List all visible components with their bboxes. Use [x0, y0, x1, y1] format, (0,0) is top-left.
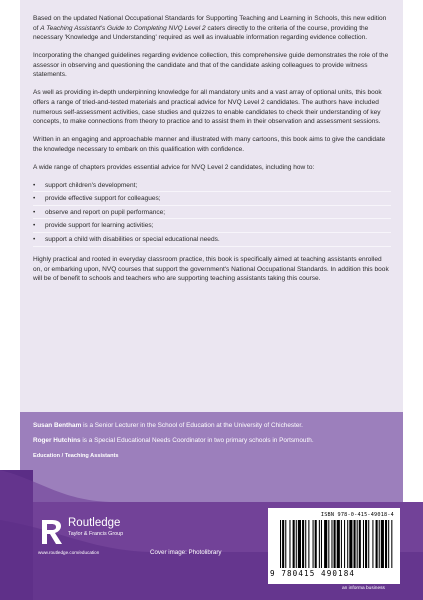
subject-category: Education / Teaching Assistants: [33, 452, 119, 459]
list-item: • provide support for learning activities;: [33, 221, 391, 233]
publisher-url: www.routledge.com/education: [38, 550, 100, 555]
routledge-r-logo-icon: [38, 518, 64, 546]
publisher-name: Routledge: [68, 517, 121, 529]
paragraph-5: A wide range of chapters provides essential advice for NVQ Level 2 candidates, including how to:: [33, 163, 315, 171]
paragraph-1: Based on the updated National Occupational Standards for Supporting Teaching and Learning in Schools, this new edition of A Teaching Assistant's Guide to Completing NVQ Level 2 caters directly to the criteria of the course, providing the necessary 'Knowledge and Understanding' required as well as invaluable information regarding evidence collection.: [33, 15, 387, 42]
bullet-list: [33, 181, 391, 247]
isbn-label: ISBN 978-0-415-49018-4: [320, 512, 394, 518]
list-item: • support children's development;: [33, 181, 391, 193]
blurb-text: [33, 14, 391, 292]
list-item: • support a child with disabilities or special educational needs.: [33, 235, 391, 247]
informa-tagline: an informa business: [342, 586, 385, 591]
closing-paragraph: Highly practical and rooted in everyday classroom practice, this book is specifically aimed at teaching assistants enrolled on, or embarking upon, NVQ courses that support the government's National Occupational Standards. In addition this book will be of benefit to schools and teachers who are supporting teaching assistants taking this course.: [33, 256, 389, 283]
author-bios: [33, 421, 391, 467]
barcode-digits: 9 780415 490184: [270, 569, 356, 578]
list-item: • observe and report on pupil performance;: [33, 208, 391, 220]
cover-credit: Cover image: Photolibrary: [150, 549, 222, 556]
paragraph-4: Written in an engaging and approachable manner and illustrated with many cartoons, this book aims to give the candidate the knowledge necessary to embark on this qualification with confidence.: [33, 136, 386, 153]
paragraph-3: As well as providing in-depth underpinning knowledge for all mandatory units and a vast array of optional units, this book offers a range of tried-and-tested materials and practical advice for NVQ Level 2 candidates. The authors have included numerous self-assessment activities, case studies and quizzes to enable candidates to check their understanding of key concepts, to make connections from theory to practice and to assist them in their observation and assessment sessions.: [33, 89, 382, 126]
bullet-icon: •: [33, 181, 36, 189]
author-bio: Roger Hutchins is a Special Educational Needs Coordinator in two primary schools in Portsmouth.: [33, 437, 314, 445]
bullet-icon: •: [33, 208, 36, 216]
publisher-subtitle: Taylor & Francis Group: [68, 531, 124, 537]
bullet-icon: •: [33, 195, 36, 203]
barcode: [268, 508, 400, 584]
author-bio: Susan Bentham is a Senior Lecturer in the School of Education at the University of Chichester.: [33, 422, 303, 429]
bullet-icon: •: [33, 236, 36, 244]
left-margin: [0, 0, 20, 470]
bullet-icon: •: [33, 222, 36, 230]
paragraph-2: Incorporating the changed guidelines regarding evidence collection, this comprehensive guide demonstrates the role of the assessor in observing and questioning the candidate and that of the candidate asking colleagues to provide witness statements.: [33, 52, 389, 79]
list-item: • provide effective support for colleagues;: [33, 194, 391, 206]
barcode-bars: [280, 520, 394, 568]
